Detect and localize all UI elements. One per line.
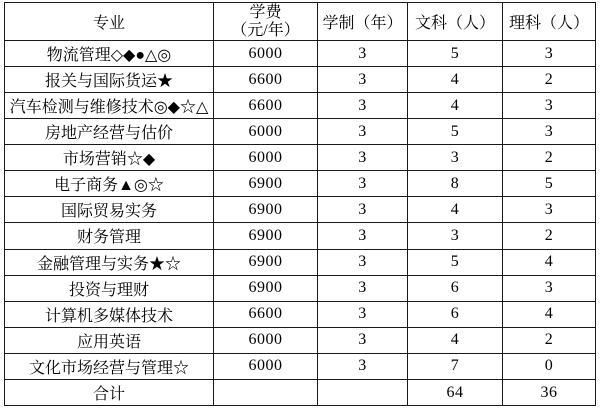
- tuition-cell: 6900: [214, 223, 318, 249]
- major-cell: 汽车检测与维修技术◎◆☆△: [5, 93, 214, 119]
- table-row: [5, 327, 596, 353]
- major-cell: 金融管理与实务★☆: [5, 249, 214, 275]
- major-cell: 财务管理: [5, 223, 214, 249]
- tuition-cell: 6600: [214, 301, 318, 327]
- duration-cell: 3: [318, 41, 408, 67]
- liberal-arts-cell: 6: [408, 301, 503, 327]
- liberal-arts-cell: 4: [408, 93, 503, 119]
- table-row: [5, 145, 596, 171]
- total-liberal-arts-cell: 64: [408, 380, 503, 406]
- science-cell: 3: [503, 93, 596, 119]
- header-row: [5, 3, 596, 41]
- tuition-cell: 6900: [214, 249, 318, 275]
- science-cell: 2: [503, 223, 596, 249]
- duration-cell: 3: [318, 93, 408, 119]
- tuition-cell: 6000: [214, 119, 318, 145]
- total-label-cell: 合计: [5, 380, 214, 406]
- tuition-cell: 6900: [214, 275, 318, 301]
- tuition-cell: 6000: [214, 41, 318, 67]
- science-cell: 2: [503, 145, 596, 171]
- liberal-arts-cell: 5: [408, 249, 503, 275]
- science-cell: 3: [503, 41, 596, 67]
- tuition-cell: 6000: [214, 327, 318, 353]
- table-row: [5, 119, 596, 145]
- duration-cell: 3: [318, 275, 408, 301]
- duration-cell: 3: [318, 67, 408, 93]
- major-cell: 国际贸易实务: [5, 197, 214, 223]
- table-row: [5, 249, 596, 275]
- table-row: [5, 275, 596, 301]
- column-header-major: 专业: [5, 3, 214, 41]
- table-row: [5, 41, 596, 67]
- science-cell: 3: [503, 197, 596, 223]
- table-row: [5, 67, 596, 93]
- major-cell: 房地产经营与估价: [5, 119, 214, 145]
- column-header-liberal-arts: 文科（人）: [408, 3, 503, 41]
- total-row: [5, 380, 596, 406]
- science-cell: 2: [503, 327, 596, 353]
- tuition-cell: 6600: [214, 67, 318, 93]
- total-duration-cell: [318, 380, 408, 406]
- tuition-cell: 6000: [214, 353, 318, 379]
- major-cell: 应用英语: [5, 327, 214, 353]
- duration-cell: 3: [318, 145, 408, 171]
- liberal-arts-cell: 5: [408, 41, 503, 67]
- total-science-cell: 36: [503, 380, 596, 406]
- science-cell: 2: [503, 67, 596, 93]
- table-row: [5, 301, 596, 327]
- column-header-science: 理科（人）: [503, 3, 596, 41]
- liberal-arts-cell: 4: [408, 197, 503, 223]
- total-tuition-cell: [214, 380, 318, 406]
- liberal-arts-cell: 3: [408, 223, 503, 249]
- major-cell: 电子商务▲◎☆: [5, 171, 214, 197]
- duration-cell: 3: [318, 249, 408, 275]
- science-cell: 4: [503, 301, 596, 327]
- duration-cell: 3: [318, 197, 408, 223]
- science-cell: 0: [503, 353, 596, 379]
- liberal-arts-cell: 5: [408, 119, 503, 145]
- liberal-arts-cell: 4: [408, 327, 503, 353]
- liberal-arts-cell: 3: [408, 145, 503, 171]
- tuition-header-line1: 学费: [249, 3, 282, 21]
- science-cell: 3: [503, 119, 596, 145]
- major-cell: 物流管理◇◆●△◎: [5, 41, 214, 67]
- table-row: [5, 197, 596, 223]
- liberal-arts-cell: 4: [408, 67, 503, 93]
- duration-cell: 3: [318, 223, 408, 249]
- science-cell: 5: [503, 171, 596, 197]
- tuition-cell: 6900: [214, 197, 318, 223]
- tuition-header-line2: （元/年）: [231, 21, 300, 39]
- liberal-arts-cell: 6: [408, 275, 503, 301]
- tuition-cell: 6900: [214, 171, 318, 197]
- table-row: [5, 93, 596, 119]
- duration-cell: 3: [318, 327, 408, 353]
- duration-cell: 3: [318, 301, 408, 327]
- column-header-duration: 学制（年）: [318, 3, 408, 41]
- major-cell: 投资与理财: [5, 275, 214, 301]
- table-row: [5, 171, 596, 197]
- duration-cell: 3: [318, 353, 408, 379]
- science-cell: 4: [503, 249, 596, 275]
- table-row: [5, 223, 596, 249]
- table-row: [5, 353, 596, 379]
- duration-cell: 3: [318, 119, 408, 145]
- science-cell: 3: [503, 275, 596, 301]
- liberal-arts-cell: 8: [408, 171, 503, 197]
- major-cell: 报关与国际货运★: [5, 67, 214, 93]
- duration-cell: 3: [318, 171, 408, 197]
- tuition-cell: 6600: [214, 93, 318, 119]
- major-cell: 市场营销☆◆: [5, 145, 214, 171]
- major-cell: 计算机多媒体技术: [5, 301, 214, 327]
- column-header-tuition: [214, 3, 318, 41]
- tuition-cell: 6000: [214, 145, 318, 171]
- admissions-table: [4, 2, 596, 406]
- major-cell: 文化市场经营与管理☆: [5, 353, 214, 379]
- liberal-arts-cell: 7: [408, 353, 503, 379]
